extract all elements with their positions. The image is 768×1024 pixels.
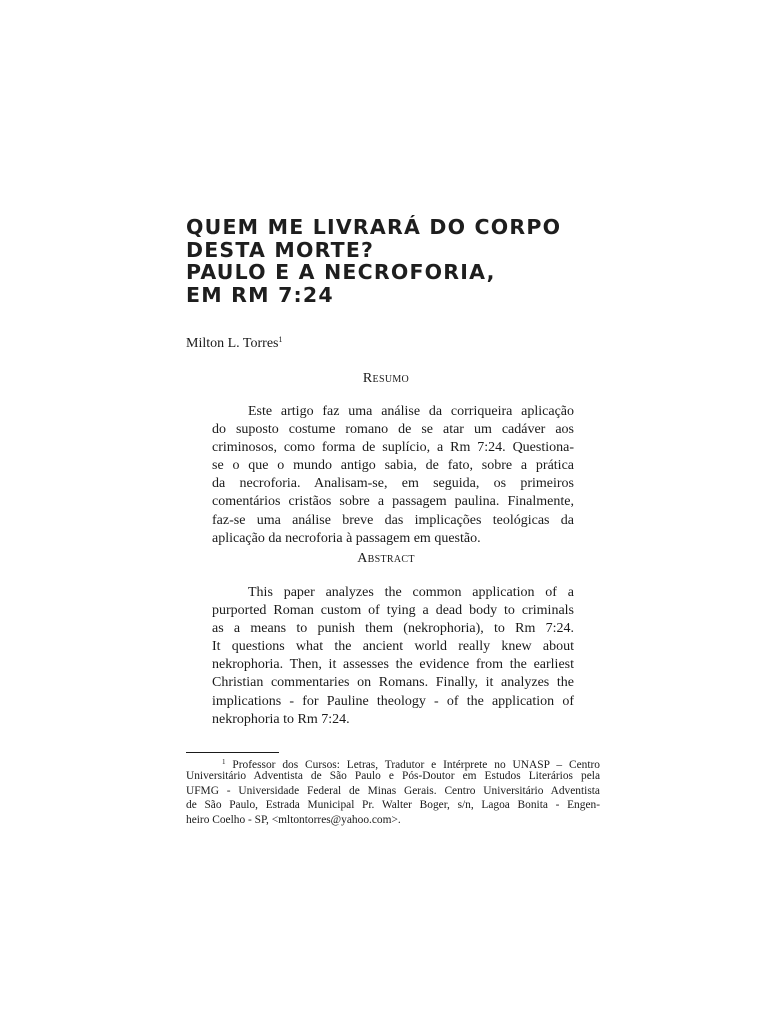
resumo-line: comentários cristãos sobre a passagem paulina. Finalmente, — [212, 494, 574, 510]
abstract-line: Christian commentaries on Romans. Finally, it analyzes the — [212, 675, 574, 691]
abstract-line: implications - for Pauline theology - of the application of — [212, 693, 574, 709]
title-line: DESTA MORTE? — [186, 237, 375, 262]
abstract-line: It questions what the ancient world really knew about — [212, 639, 574, 655]
abstract-line: This paper analyzes the common application of a — [248, 585, 574, 600]
title-line: PAULO E A NECROFORIA, — [186, 260, 496, 284]
resumo-line: criminosos, como forma de suplício, a Rm 7:24. Questiona- — [212, 440, 574, 456]
footnote-line: UFMG - Universidade Federal de Minas Gerais. Centro Universitário Adventista — [186, 784, 600, 797]
author-name: Milton L. Torres — [186, 336, 279, 351]
resumo-line: aplicação da necroforia à passagem em questão. — [212, 530, 481, 546]
resumo-line: do suposto costume romano de se atar um cadáver aos — [212, 422, 574, 438]
title-line: EM RM 7:24 — [186, 282, 334, 307]
resumo-line: Este artigo faz uma análise da corriqueira aplicação — [248, 404, 574, 419]
abstract-line: purported Roman custom of tying a dead body to criminals — [212, 603, 574, 619]
abstract-paragraph — [212, 584, 574, 729]
resumo-line: da necroforia. Analisam-se, em seguida, os primeiros — [212, 476, 574, 492]
resumo-paragraph — [212, 403, 574, 548]
resumo-line: se o que o mundo antigo sabia, de fato, sobre a prática — [212, 458, 574, 474]
footnote-mark: 1 — [222, 758, 226, 766]
abstract-line: nekrophoria. Then, it assesses the evidence from the earliest — [212, 657, 574, 673]
footnote-line — [186, 755, 600, 769]
resumo-line: faz-se uma análise breve das implicações teológicas da — [212, 512, 574, 528]
title-line: QUEM ME LIVRARÁ DO CORPO — [186, 215, 562, 239]
article-title — [186, 216, 606, 306]
author-byline — [186, 331, 282, 353]
footnote-line: Universitário Adventista de São Paulo e Pós-Doutor em Estudos Literários pela — [186, 770, 600, 783]
footnote-line: de São Paulo, Estrada Municipal Pr. Walter Boger, s/n, Lagoa Bonita - Engen- — [186, 799, 600, 812]
footnote-line: heiro Coelho - SP, <mltontorres@yahoo.com>. — [186, 813, 401, 826]
footnote-reference: 1 — [278, 335, 283, 344]
abstract-line: nekrophoria to Rm 7:24. — [212, 711, 350, 727]
abstract-line: as a means to punish them (nekrophoria), to Rm 7:24. — [212, 621, 574, 637]
resumo-heading: Resumo — [362, 371, 410, 386]
footnote-text: Professor dos Cursos: Letras, Tradutor e Intérprete no UNASP – Centro — [232, 759, 600, 771]
abstract-heading: Abstract — [357, 551, 415, 566]
footnote — [186, 755, 600, 827]
footnote-separator — [186, 752, 279, 753]
